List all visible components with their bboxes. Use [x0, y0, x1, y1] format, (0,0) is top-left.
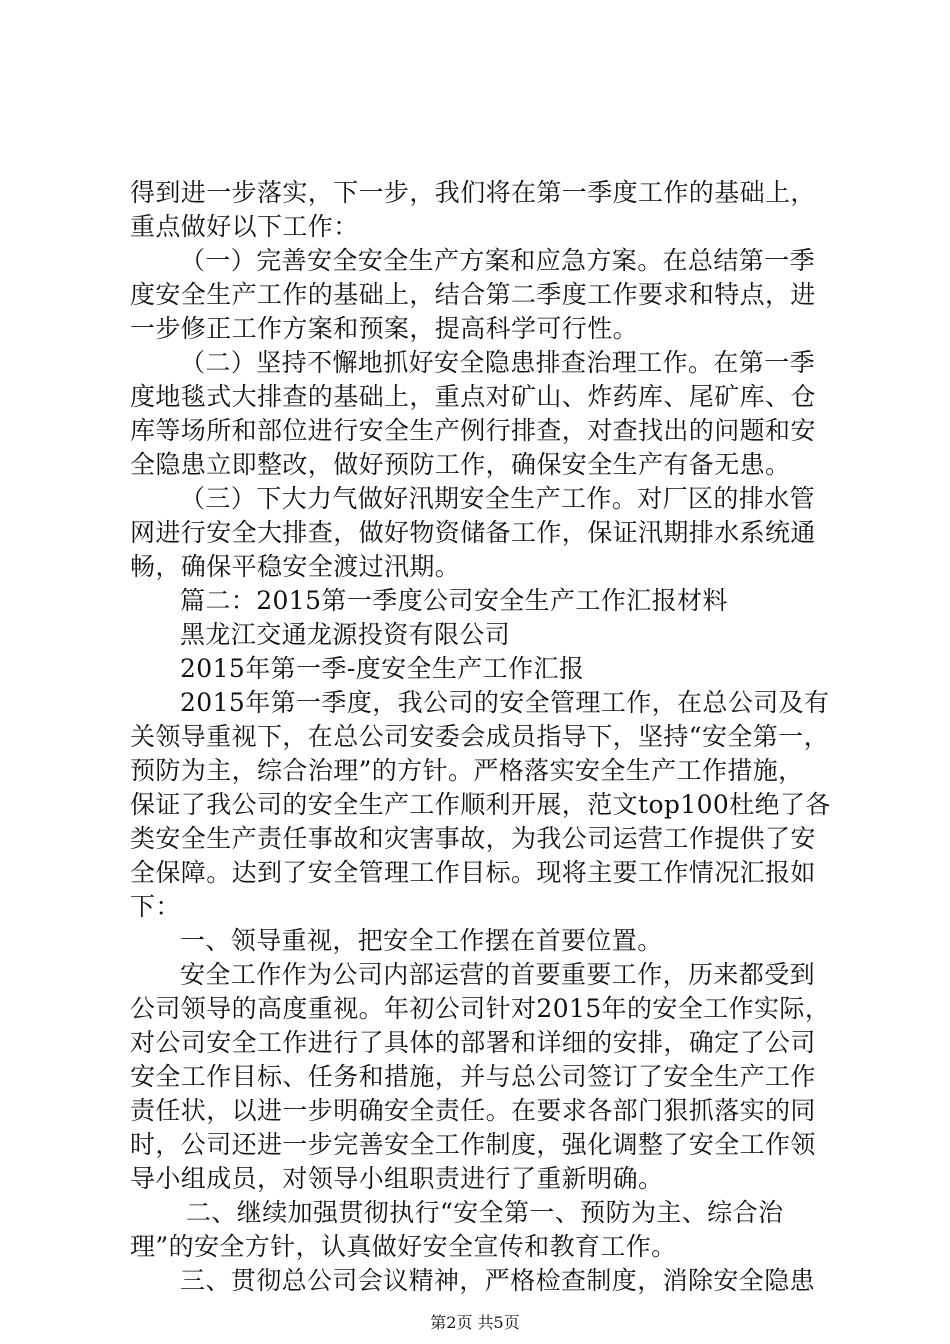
text-line: 公司领导的高度重视。年初公司针对2015年的安全工作实际，	[130, 994, 831, 1023]
text-line: （二）坚持不懈地抓好安全隐患排查治理工作。在第一季	[180, 348, 816, 377]
company-name: 黑龙江交通龙源投资有限公司	[180, 620, 511, 649]
text-line: 2015年第一季度，我公司的安全管理工作，在总公司及有	[180, 688, 830, 717]
text-line: 对公司安全工作进行了具体的部署和详细的安排，确定了公司	[130, 1028, 816, 1057]
text-line: 下：	[130, 892, 181, 921]
section-heading: 一、领导重视，把安全工作摆在首要位置。	[180, 926, 663, 955]
text-line: 得到进一步落实，下一步，我们将在第一季度工作的基础上，	[130, 178, 816, 207]
section-heading: 篇二：2015第一季度公司安全生产工作汇报材料	[180, 586, 728, 615]
text-line: 保证了我公司的安全生产工作顺利开展，范文top100杜绝了各	[130, 790, 831, 819]
text-line: 安全工作目标、任务和措施，并与总公司签订了安全生产工作	[130, 1062, 816, 1091]
text-line: 理”的安全方针，认真做好安全宣传和教育工作。	[130, 1232, 677, 1261]
section-heading: 二、继续加强贯彻执行“安全第一、预防为主、综合治	[186, 1198, 784, 1227]
report-title: 2015年第一季-度安全生产工作汇报	[180, 654, 585, 683]
text-line: 度地毯式大排查的基础上，重点对矿山、炸药库、尾矿库、仓	[130, 382, 816, 411]
text-line: 类安全生产责任事故和灾害事故，为我公司运营工作提供了安	[130, 824, 816, 853]
text-line: 时，公司还进一步完善安全工作制度，强化调整了安全工作领	[130, 1130, 816, 1159]
section-heading: 三、贯彻总公司会议精神，严格检查制度，消除安全隐患	[180, 1266, 816, 1295]
text-line: （三）下大力气做好汛期安全生产工作。对厂区的排水管	[180, 484, 816, 513]
text-line: 预防为主，综合治理”的方针。严格落实安全生产工作措施，	[130, 756, 804, 785]
text-line: 度安全生产工作的基础上，结合第二季度工作要求和特点，进	[130, 280, 816, 309]
text-line: 畅，确保平稳安全渡过汛期。	[130, 552, 461, 581]
text-line: （一）完善安全安全生产方案和应急方案。在总结第一季	[180, 246, 816, 275]
text-line: 网进行安全大排查，做好物资储备工作，保证汛期排水系统通	[130, 518, 816, 547]
text-line: 导小组成员，对领导小组职责进行了重新明确。	[130, 1164, 664, 1193]
text-line: 一步修正工作方案和预案，提高科学可行性。	[130, 314, 639, 343]
text-line: 责任状，以进一步明确安全责任。在要求各部门狠抓落实的同	[130, 1096, 816, 1125]
text-line: 全隐患立即整改，做好预防工作，确保安全生产有备无患。	[130, 450, 791, 479]
text-line: 全保障。达到了安全管理工作目标。现将主要工作情况汇报如	[130, 858, 816, 887]
text-line: 库等场所和部位进行安全生产例行排查，对查找出的问题和安	[130, 416, 816, 445]
page-footer: 第2页 共5页	[430, 1313, 520, 1332]
text-line: 关领导重视下，在总公司安委会成员指导下，坚持“安全第一，	[130, 722, 829, 751]
text-line: 重点做好以下工作：	[130, 212, 359, 241]
text-line: 安全工作作为公司内部运营的首要重要工作，历来都受到	[180, 960, 816, 989]
